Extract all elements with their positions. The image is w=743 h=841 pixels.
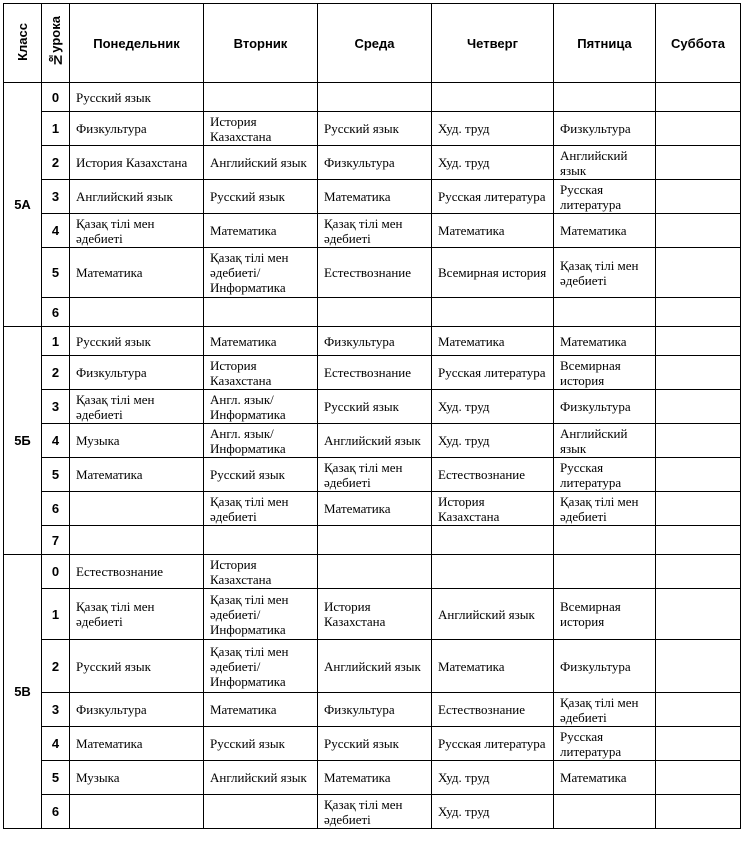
schedule-row	[4, 356, 741, 390]
subject-cell-monday: Музыка	[70, 761, 204, 795]
subject-cell-wednesday: Русский язык	[318, 390, 432, 424]
subject-cell-friday	[554, 526, 656, 555]
class-name-cell: 5В	[4, 555, 42, 829]
day-header-monday: Понедельник	[70, 4, 204, 83]
lesson-number-cell: 7	[42, 526, 70, 555]
subject-cell-wednesday: Естествознание	[318, 356, 432, 390]
subject-cell-monday	[70, 795, 204, 829]
subject-cell-saturday	[656, 424, 741, 458]
subject-cell-friday: Физкультура	[554, 640, 656, 693]
subject-cell-tuesday: Русский язык	[204, 727, 318, 761]
subject-cell-saturday	[656, 458, 741, 492]
schedule-row	[4, 492, 741, 526]
schedule-table	[3, 3, 741, 829]
subject-cell-saturday	[656, 526, 741, 555]
subject-cell-friday: Русская литература	[554, 180, 656, 214]
subject-cell-friday	[554, 555, 656, 589]
subject-cell-monday: Қазақ тілі мен әдебиеті	[70, 390, 204, 424]
subject-cell-tuesday	[204, 795, 318, 829]
subject-cell-wednesday: Қазақ тілі мен әдебиеті	[318, 795, 432, 829]
subject-cell-saturday	[656, 327, 741, 356]
subject-cell-monday: Музыка	[70, 424, 204, 458]
schedule-row	[4, 640, 741, 693]
subject-cell-thursday: Всемирная история	[432, 248, 554, 298]
lesson-number-cell: 0	[42, 83, 70, 112]
schedule-row	[4, 390, 741, 424]
subject-cell-wednesday	[318, 555, 432, 589]
lesson-number-cell: 2	[42, 640, 70, 693]
subject-cell-thursday: Русская литература	[432, 356, 554, 390]
schedule-row	[4, 424, 741, 458]
subject-cell-monday: Математика	[70, 248, 204, 298]
schedule-row	[4, 761, 741, 795]
subject-cell-wednesday: Естествознание	[318, 248, 432, 298]
subject-cell-wednesday: Математика	[318, 761, 432, 795]
subject-cell-friday: Физкультура	[554, 112, 656, 146]
schedule-row	[4, 526, 741, 555]
subject-cell-tuesday: Англ. язык/ Информатика	[204, 424, 318, 458]
subject-cell-wednesday: Қазақ тілі мен әдебиеті	[318, 458, 432, 492]
lesson-number-column-header: №урока	[42, 4, 70, 83]
subject-cell-thursday: Русская литература	[432, 180, 554, 214]
class-name-cell: 5Б	[4, 327, 42, 555]
subject-cell-friday: Математика	[554, 214, 656, 248]
lesson-number-cell: 0	[42, 555, 70, 589]
subject-cell-monday: Естествознание	[70, 555, 204, 589]
subject-cell-wednesday	[318, 83, 432, 112]
subject-cell-monday: Физкультура	[70, 356, 204, 390]
subject-cell-monday	[70, 492, 204, 526]
subject-cell-saturday	[656, 248, 741, 298]
subject-cell-saturday	[656, 112, 741, 146]
schedule-row	[4, 327, 741, 356]
lesson-number-cell: 1	[42, 589, 70, 640]
subject-cell-friday: Всемирная история	[554, 356, 656, 390]
lesson-number-cell: 6	[42, 298, 70, 327]
subject-cell-thursday: Математика	[432, 327, 554, 356]
subject-cell-tuesday: Қазақ тілі мен әдебиеті/ Информатика	[204, 589, 318, 640]
subject-cell-tuesday: Английский язык	[204, 146, 318, 180]
subject-cell-tuesday: Математика	[204, 214, 318, 248]
lesson-number-cell: 5	[42, 458, 70, 492]
subject-cell-monday: Русский язык	[70, 327, 204, 356]
subject-cell-saturday	[656, 555, 741, 589]
subject-cell-tuesday	[204, 83, 318, 112]
lesson-number-cell: 2	[42, 356, 70, 390]
subject-cell-thursday: История Казахстана	[432, 492, 554, 526]
subject-cell-thursday: Английский язык	[432, 589, 554, 640]
day-header-wednesday: Среда	[318, 4, 432, 83]
schedule-row	[4, 589, 741, 640]
subject-cell-thursday: Математика	[432, 640, 554, 693]
lesson-number-cell: 1	[42, 327, 70, 356]
subject-cell-thursday: Худ. труд	[432, 390, 554, 424]
subject-cell-friday: Всемирная история	[554, 589, 656, 640]
schedule-row	[4, 146, 741, 180]
subject-cell-friday: Математика	[554, 327, 656, 356]
subject-cell-wednesday: Английский язык	[318, 640, 432, 693]
lesson-number-cell: 3	[42, 180, 70, 214]
lesson-number-cell: 3	[42, 390, 70, 424]
subject-cell-monday: Русский язык	[70, 640, 204, 693]
lesson-number-cell: 1	[42, 112, 70, 146]
day-header-tuesday: Вторник	[204, 4, 318, 83]
subject-cell-friday	[554, 83, 656, 112]
day-header-friday: Пятница	[554, 4, 656, 83]
subject-cell-saturday	[656, 214, 741, 248]
header-row	[4, 4, 741, 83]
lesson-number-cell: 4	[42, 424, 70, 458]
schedule-row	[4, 458, 741, 492]
subject-cell-tuesday: Қазақ тілі мен әдебиеті	[204, 492, 318, 526]
subject-cell-wednesday	[318, 298, 432, 327]
subject-cell-thursday	[432, 298, 554, 327]
subject-cell-saturday	[656, 83, 741, 112]
subject-cell-thursday	[432, 555, 554, 589]
subject-cell-tuesday: История Казахстана	[204, 555, 318, 589]
subject-cell-tuesday: Математика	[204, 327, 318, 356]
schedule-row	[4, 83, 741, 112]
lesson-number-cell: 3	[42, 693, 70, 727]
schedule-row	[4, 555, 741, 589]
schedule-row	[4, 112, 741, 146]
subject-cell-monday	[70, 298, 204, 327]
subject-cell-saturday	[656, 761, 741, 795]
subject-cell-tuesday: Русский язык	[204, 180, 318, 214]
subject-cell-tuesday: Русский язык	[204, 458, 318, 492]
subject-cell-thursday	[432, 526, 554, 555]
subject-cell-tuesday	[204, 526, 318, 555]
subject-cell-wednesday: Математика	[318, 492, 432, 526]
lesson-number-cell: 6	[42, 492, 70, 526]
lesson-number-cell: 5	[42, 248, 70, 298]
subject-cell-friday: Английский язык	[554, 146, 656, 180]
lesson-number-cell: 4	[42, 214, 70, 248]
subject-cell-wednesday: История Казахстана	[318, 589, 432, 640]
subject-cell-monday	[70, 526, 204, 555]
day-header-saturday: Суббота	[656, 4, 741, 83]
subject-cell-friday: Русская литература	[554, 727, 656, 761]
day-header-thursday: Четверг	[432, 4, 554, 83]
schedule-row	[4, 795, 741, 829]
schedule-row	[4, 727, 741, 761]
lesson-number-cell: 5	[42, 761, 70, 795]
subject-cell-thursday: Худ. труд	[432, 424, 554, 458]
subject-cell-monday: Русский язык	[70, 83, 204, 112]
subject-cell-thursday: Худ. труд	[432, 761, 554, 795]
subject-cell-wednesday: Физкультура	[318, 327, 432, 356]
subject-cell-tuesday: История Казахстана	[204, 356, 318, 390]
subject-cell-monday: Физкультура	[70, 693, 204, 727]
subject-cell-monday: История Казахстана	[70, 146, 204, 180]
subject-cell-tuesday	[204, 298, 318, 327]
subject-cell-monday: Математика	[70, 727, 204, 761]
subject-cell-wednesday: Английский язык	[318, 424, 432, 458]
subject-cell-tuesday: Қазақ тілі мен әдебиеті/ Информатика	[204, 248, 318, 298]
subject-cell-saturday	[656, 146, 741, 180]
subject-cell-saturday	[656, 693, 741, 727]
subject-cell-thursday: Математика	[432, 214, 554, 248]
class-name-cell: 5А	[4, 83, 42, 327]
subject-cell-wednesday: Физкультура	[318, 146, 432, 180]
schedule-row	[4, 298, 741, 327]
subject-cell-thursday: Худ. труд	[432, 112, 554, 146]
subject-cell-saturday	[656, 390, 741, 424]
subject-cell-wednesday: Қазақ тілі мен әдебиеті	[318, 214, 432, 248]
subject-cell-wednesday: Русский язык	[318, 112, 432, 146]
subject-cell-monday: Қазақ тілі мен әдебиеті	[70, 214, 204, 248]
subject-cell-monday: Қазақ тілі мен әдебиеті	[70, 589, 204, 640]
subject-cell-tuesday: Математика	[204, 693, 318, 727]
subject-cell-saturday	[656, 356, 741, 390]
subject-cell-tuesday: Английский язык	[204, 761, 318, 795]
subject-cell-monday: Английский язык	[70, 180, 204, 214]
subject-cell-monday: Физкультура	[70, 112, 204, 146]
subject-cell-thursday: Худ. труд	[432, 795, 554, 829]
subject-cell-saturday	[656, 640, 741, 693]
subject-cell-friday: Математика	[554, 761, 656, 795]
subject-cell-saturday	[656, 727, 741, 761]
subject-cell-saturday	[656, 492, 741, 526]
subject-cell-tuesday: Англ. язык/ Информатика	[204, 390, 318, 424]
subject-cell-friday: Қазақ тілі мен әдебиеті	[554, 248, 656, 298]
schedule-row	[4, 180, 741, 214]
subject-cell-thursday: Русская литература	[432, 727, 554, 761]
subject-cell-tuesday: Қазақ тілі мен әдебиеті/ Информатика	[204, 640, 318, 693]
schedule-row	[4, 214, 741, 248]
subject-cell-friday: Физкультура	[554, 390, 656, 424]
subject-cell-thursday: Естествознание	[432, 693, 554, 727]
subject-cell-friday: Қазақ тілі мен әдебиеті	[554, 492, 656, 526]
subject-cell-wednesday: Физкультура	[318, 693, 432, 727]
subject-cell-wednesday: Русский язык	[318, 727, 432, 761]
subject-cell-saturday	[656, 795, 741, 829]
subject-cell-friday: Русская литература	[554, 458, 656, 492]
subject-cell-saturday	[656, 589, 741, 640]
lesson-number-cell: 4	[42, 727, 70, 761]
subject-cell-thursday	[432, 83, 554, 112]
subject-cell-tuesday: История Казахстана	[204, 112, 318, 146]
subject-cell-friday: Английский язык	[554, 424, 656, 458]
subject-cell-wednesday	[318, 526, 432, 555]
subject-cell-monday: Математика	[70, 458, 204, 492]
subject-cell-saturday	[656, 298, 741, 327]
subject-cell-wednesday: Математика	[318, 180, 432, 214]
subject-cell-thursday: Естествознание	[432, 458, 554, 492]
schedule-row	[4, 693, 741, 727]
subject-cell-friday: Қазақ тілі мен әдебиеті	[554, 693, 656, 727]
subject-cell-friday	[554, 795, 656, 829]
subject-cell-friday	[554, 298, 656, 327]
subject-cell-saturday	[656, 180, 741, 214]
subject-cell-thursday: Худ. труд	[432, 146, 554, 180]
schedule-row	[4, 248, 741, 298]
lesson-number-cell: 6	[42, 795, 70, 829]
lesson-number-cell: 2	[42, 146, 70, 180]
class-column-header: Класс	[4, 4, 42, 83]
